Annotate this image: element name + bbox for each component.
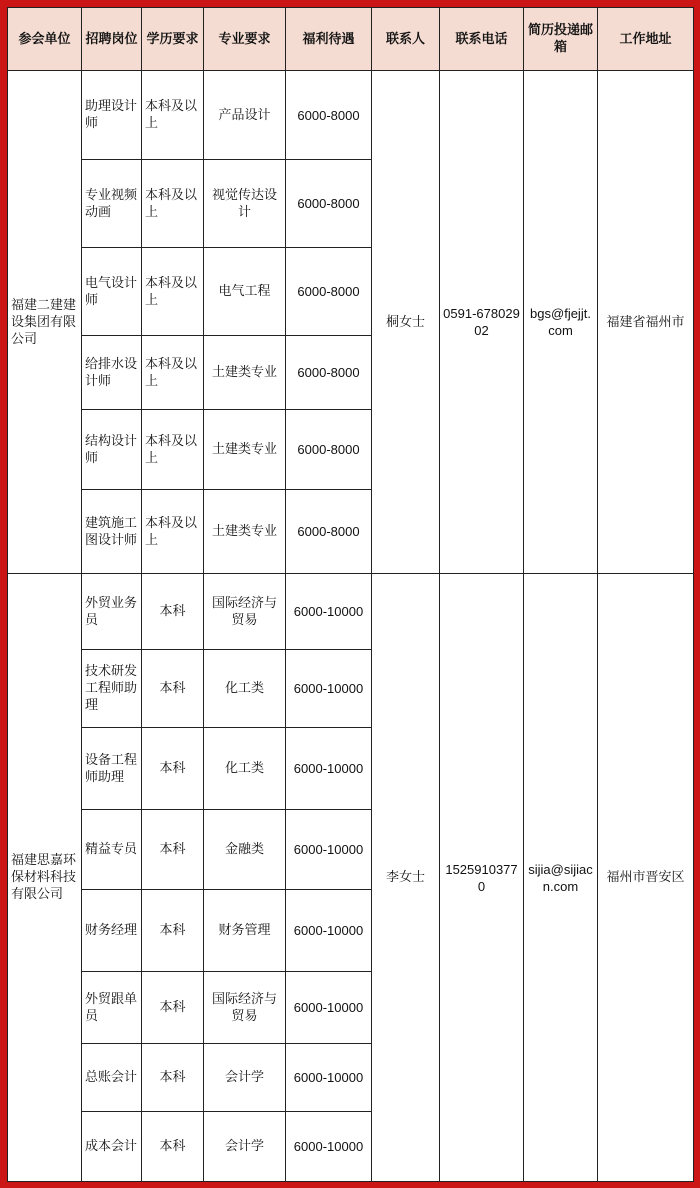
job-education: 本科及以上 (142, 160, 204, 248)
job-post: 技术研发工程师助理 (82, 650, 142, 728)
job-education: 本科 (142, 574, 204, 650)
table-row (8, 71, 694, 160)
job-salary: 6000-10000 (286, 972, 372, 1044)
job-major: 视觉传达设计 (204, 160, 286, 248)
job-major: 财务管理 (204, 890, 286, 972)
header-post: 招聘岗位 (82, 8, 142, 71)
job-education: 本科 (142, 810, 204, 890)
contact-phone: 15259103770 (440, 574, 524, 1182)
job-major: 会计学 (204, 1112, 286, 1182)
job-major: 国际经济与贸易 (204, 972, 286, 1044)
job-education: 本科及以上 (142, 336, 204, 410)
work-address: 福建省福州市 (598, 71, 694, 574)
job-post: 助理设计师 (82, 71, 142, 160)
job-post: 电气设计师 (82, 248, 142, 336)
job-post: 外贸跟单员 (82, 972, 142, 1044)
job-post: 专业视频动画 (82, 160, 142, 248)
job-salary: 6000-8000 (286, 336, 372, 410)
header-major: 专业要求 (204, 8, 286, 71)
contact-phone: 0591-67802902 (440, 71, 524, 574)
job-education: 本科及以上 (142, 71, 204, 160)
job-education: 本科 (142, 1044, 204, 1112)
job-salary: 6000-10000 (286, 650, 372, 728)
header-company: 参会单位 (8, 8, 82, 71)
job-major: 金融类 (204, 810, 286, 890)
job-major: 土建类专业 (204, 490, 286, 574)
contact-email[interactable]: bgs@fjejjt.com (524, 71, 598, 574)
table-frame (7, 7, 693, 1181)
job-major: 会计学 (204, 1044, 286, 1112)
job-post: 财务经理 (82, 890, 142, 972)
job-salary: 6000-8000 (286, 410, 372, 490)
job-education: 本科及以上 (142, 248, 204, 336)
job-salary: 6000-8000 (286, 71, 372, 160)
job-major: 土建类专业 (204, 336, 286, 410)
job-salary: 6000-10000 (286, 728, 372, 810)
job-post: 外贸业务员 (82, 574, 142, 650)
job-education: 本科 (142, 1112, 204, 1182)
job-major: 产品设计 (204, 71, 286, 160)
job-major: 化工类 (204, 650, 286, 728)
job-salary: 6000-10000 (286, 890, 372, 972)
job-major: 国际经济与贸易 (204, 574, 286, 650)
job-post: 结构设计师 (82, 410, 142, 490)
job-salary: 6000-10000 (286, 810, 372, 890)
job-salary: 6000-8000 (286, 160, 372, 248)
contact-person: 桐女士 (372, 71, 440, 574)
header-row (8, 8, 694, 71)
header-contact: 联系人 (372, 8, 440, 71)
job-education: 本科 (142, 972, 204, 1044)
job-salary: 6000-8000 (286, 248, 372, 336)
job-post: 总账会计 (82, 1044, 142, 1112)
recruitment-table (7, 7, 694, 1182)
work-address: 福州市晋安区 (598, 574, 694, 1182)
table-row (8, 574, 694, 650)
job-post: 成本会计 (82, 1112, 142, 1182)
contact-email[interactable]: sijia@sijiacn.com (524, 574, 598, 1182)
job-post: 给排水设计师 (82, 336, 142, 410)
job-salary: 6000-10000 (286, 1044, 372, 1112)
header-salary: 福利待遇 (286, 8, 372, 71)
job-education: 本科 (142, 728, 204, 810)
header-address: 工作地址 (598, 8, 694, 71)
job-salary: 6000-8000 (286, 490, 372, 574)
header-phone: 联系电话 (440, 8, 524, 71)
company-name: 福建二建建设集团有限公司 (8, 71, 82, 574)
header-education: 学历要求 (142, 8, 204, 71)
job-education: 本科及以上 (142, 490, 204, 574)
company-name: 福建思嘉环保材料科技有限公司 (8, 574, 82, 1182)
job-salary: 6000-10000 (286, 574, 372, 650)
job-major: 电气工程 (204, 248, 286, 336)
job-post: 精益专员 (82, 810, 142, 890)
contact-person: 李女士 (372, 574, 440, 1182)
job-post: 建筑施工图设计师 (82, 490, 142, 574)
header-email: 简历投递邮箱 (524, 8, 598, 71)
job-major: 化工类 (204, 728, 286, 810)
job-post: 设备工程师助理 (82, 728, 142, 810)
job-education: 本科 (142, 650, 204, 728)
job-salary: 6000-10000 (286, 1112, 372, 1182)
job-education: 本科及以上 (142, 410, 204, 490)
job-education: 本科 (142, 890, 204, 972)
job-major: 土建类专业 (204, 410, 286, 490)
